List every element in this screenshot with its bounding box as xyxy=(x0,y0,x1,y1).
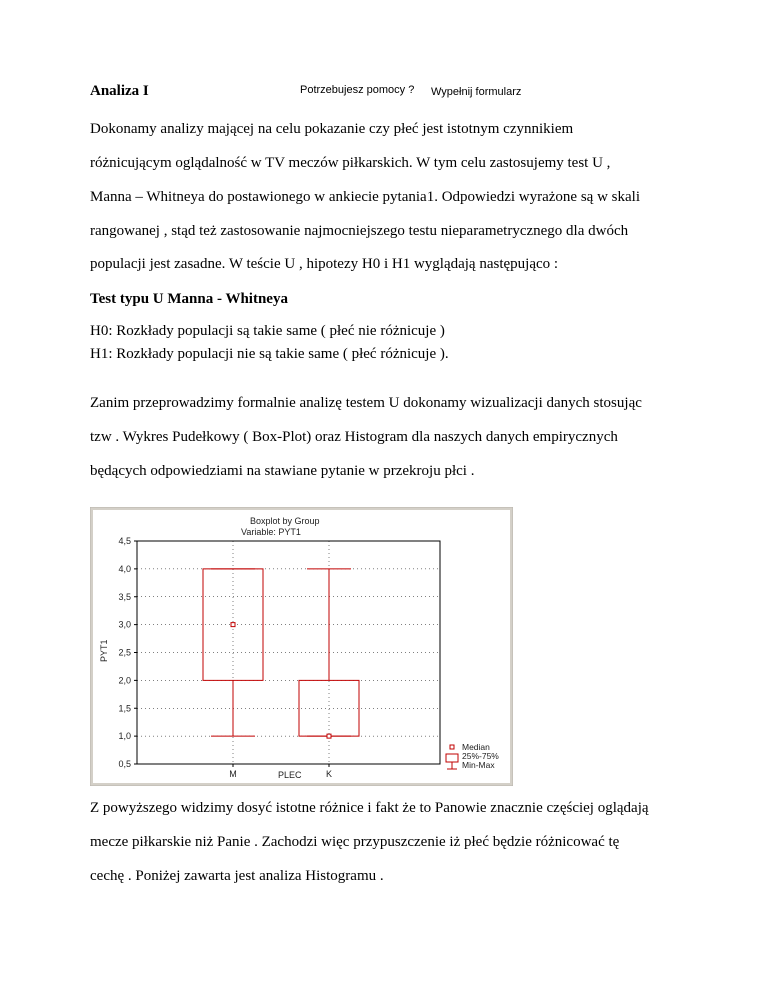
legend-median-symbol xyxy=(450,745,454,749)
legend-label: Min-Max xyxy=(462,760,495,770)
median-marker xyxy=(327,734,331,738)
intro-line: populacji jest zasadne. W teście U , hipotezy H0 i H1 wyglądają następująco : xyxy=(90,256,559,272)
y-tick-label: 1,5 xyxy=(118,703,131,714)
conclusion-line: mecze piłkarskie niż Panie . Zachodzi więc przypuszczenie iż płeć będzie różnicować tę xyxy=(90,834,620,850)
y-tick-label: 4,0 xyxy=(118,563,131,574)
chart-panel xyxy=(93,510,510,783)
legend-label: Median xyxy=(462,742,490,752)
chart-subtitle: Variable: PYT1 xyxy=(241,527,301,537)
page-title: Analiza I xyxy=(90,83,149,99)
boxplot-svg xyxy=(90,507,513,786)
y-tick-label: 1,0 xyxy=(118,731,131,742)
y-tick-label: 3,5 xyxy=(118,591,131,602)
intro-line: Dokonamy analizy mającej na celu pokazanie czy płeć jest istotnym czynnikiem xyxy=(90,121,574,137)
y-tick-label: 2,5 xyxy=(118,647,131,658)
x-axis-label: PLEC xyxy=(278,770,302,780)
y-tick-label: 0,5 xyxy=(118,759,131,769)
hypothesis-h1: H1: Rozkłady populacji nie są takie same ( płeć różnicuje ). xyxy=(90,346,449,362)
boxplot-chart xyxy=(90,507,513,786)
legend-label: 25%-75% xyxy=(462,751,499,761)
viz-line: będących odpowiedziami na stawiane pytanie w przekroju płci . xyxy=(90,463,475,479)
viz-line: tzw . Wykres Pudełkowy ( Box-Plot) oraz Histogram dla naszych danych empirycznych xyxy=(90,429,618,445)
y-tick-label: 2,0 xyxy=(118,675,131,686)
chart-title: Boxplot by Group xyxy=(250,516,320,526)
conclusion-line: cechę . Poniżej zawarta jest analiza Histogramu . xyxy=(90,868,384,884)
y-tick-label: 4,5 xyxy=(118,536,131,546)
test-heading: Test typu U Manna - Whitneya xyxy=(90,291,288,307)
conclusion-line: Z powyższego widzimy dosyć istotne różnice i fakt że to Panowie znacznie częściej oglądają xyxy=(90,800,649,816)
x-tick-label: M xyxy=(229,769,237,779)
x-tick-label: K xyxy=(325,769,333,779)
y-axis-label: PYT1 xyxy=(99,639,109,662)
intro-line: rangowanej , stąd też zastosowanie najmocniejszego testu nieparametrycznego dla dwóch xyxy=(90,223,629,239)
viz-line: Zanim przeprowadzimy formalnie analizę testem U dokonamy wizualizacji danych stosując xyxy=(90,395,642,411)
help-link[interactable]: Potrzebujesz pomocy ? xyxy=(300,84,415,96)
y-tick-label: 3,0 xyxy=(118,619,131,630)
hypothesis-h0: H0: Rozkłady populacji są takie same ( płeć nie różnicuje ) xyxy=(90,323,445,339)
median-marker xyxy=(231,623,235,627)
intro-line: Manna – Whitneya do postawionego w ankiecie pytania1. Odpowiedzi wyrażone są w skali xyxy=(90,189,640,205)
intro-line: różnicującym oglądalność w TV meczów piłkarskich. W tym celu zastosujemy test U , xyxy=(90,155,611,171)
form-link[interactable]: Wypełnij formularz xyxy=(431,86,522,98)
